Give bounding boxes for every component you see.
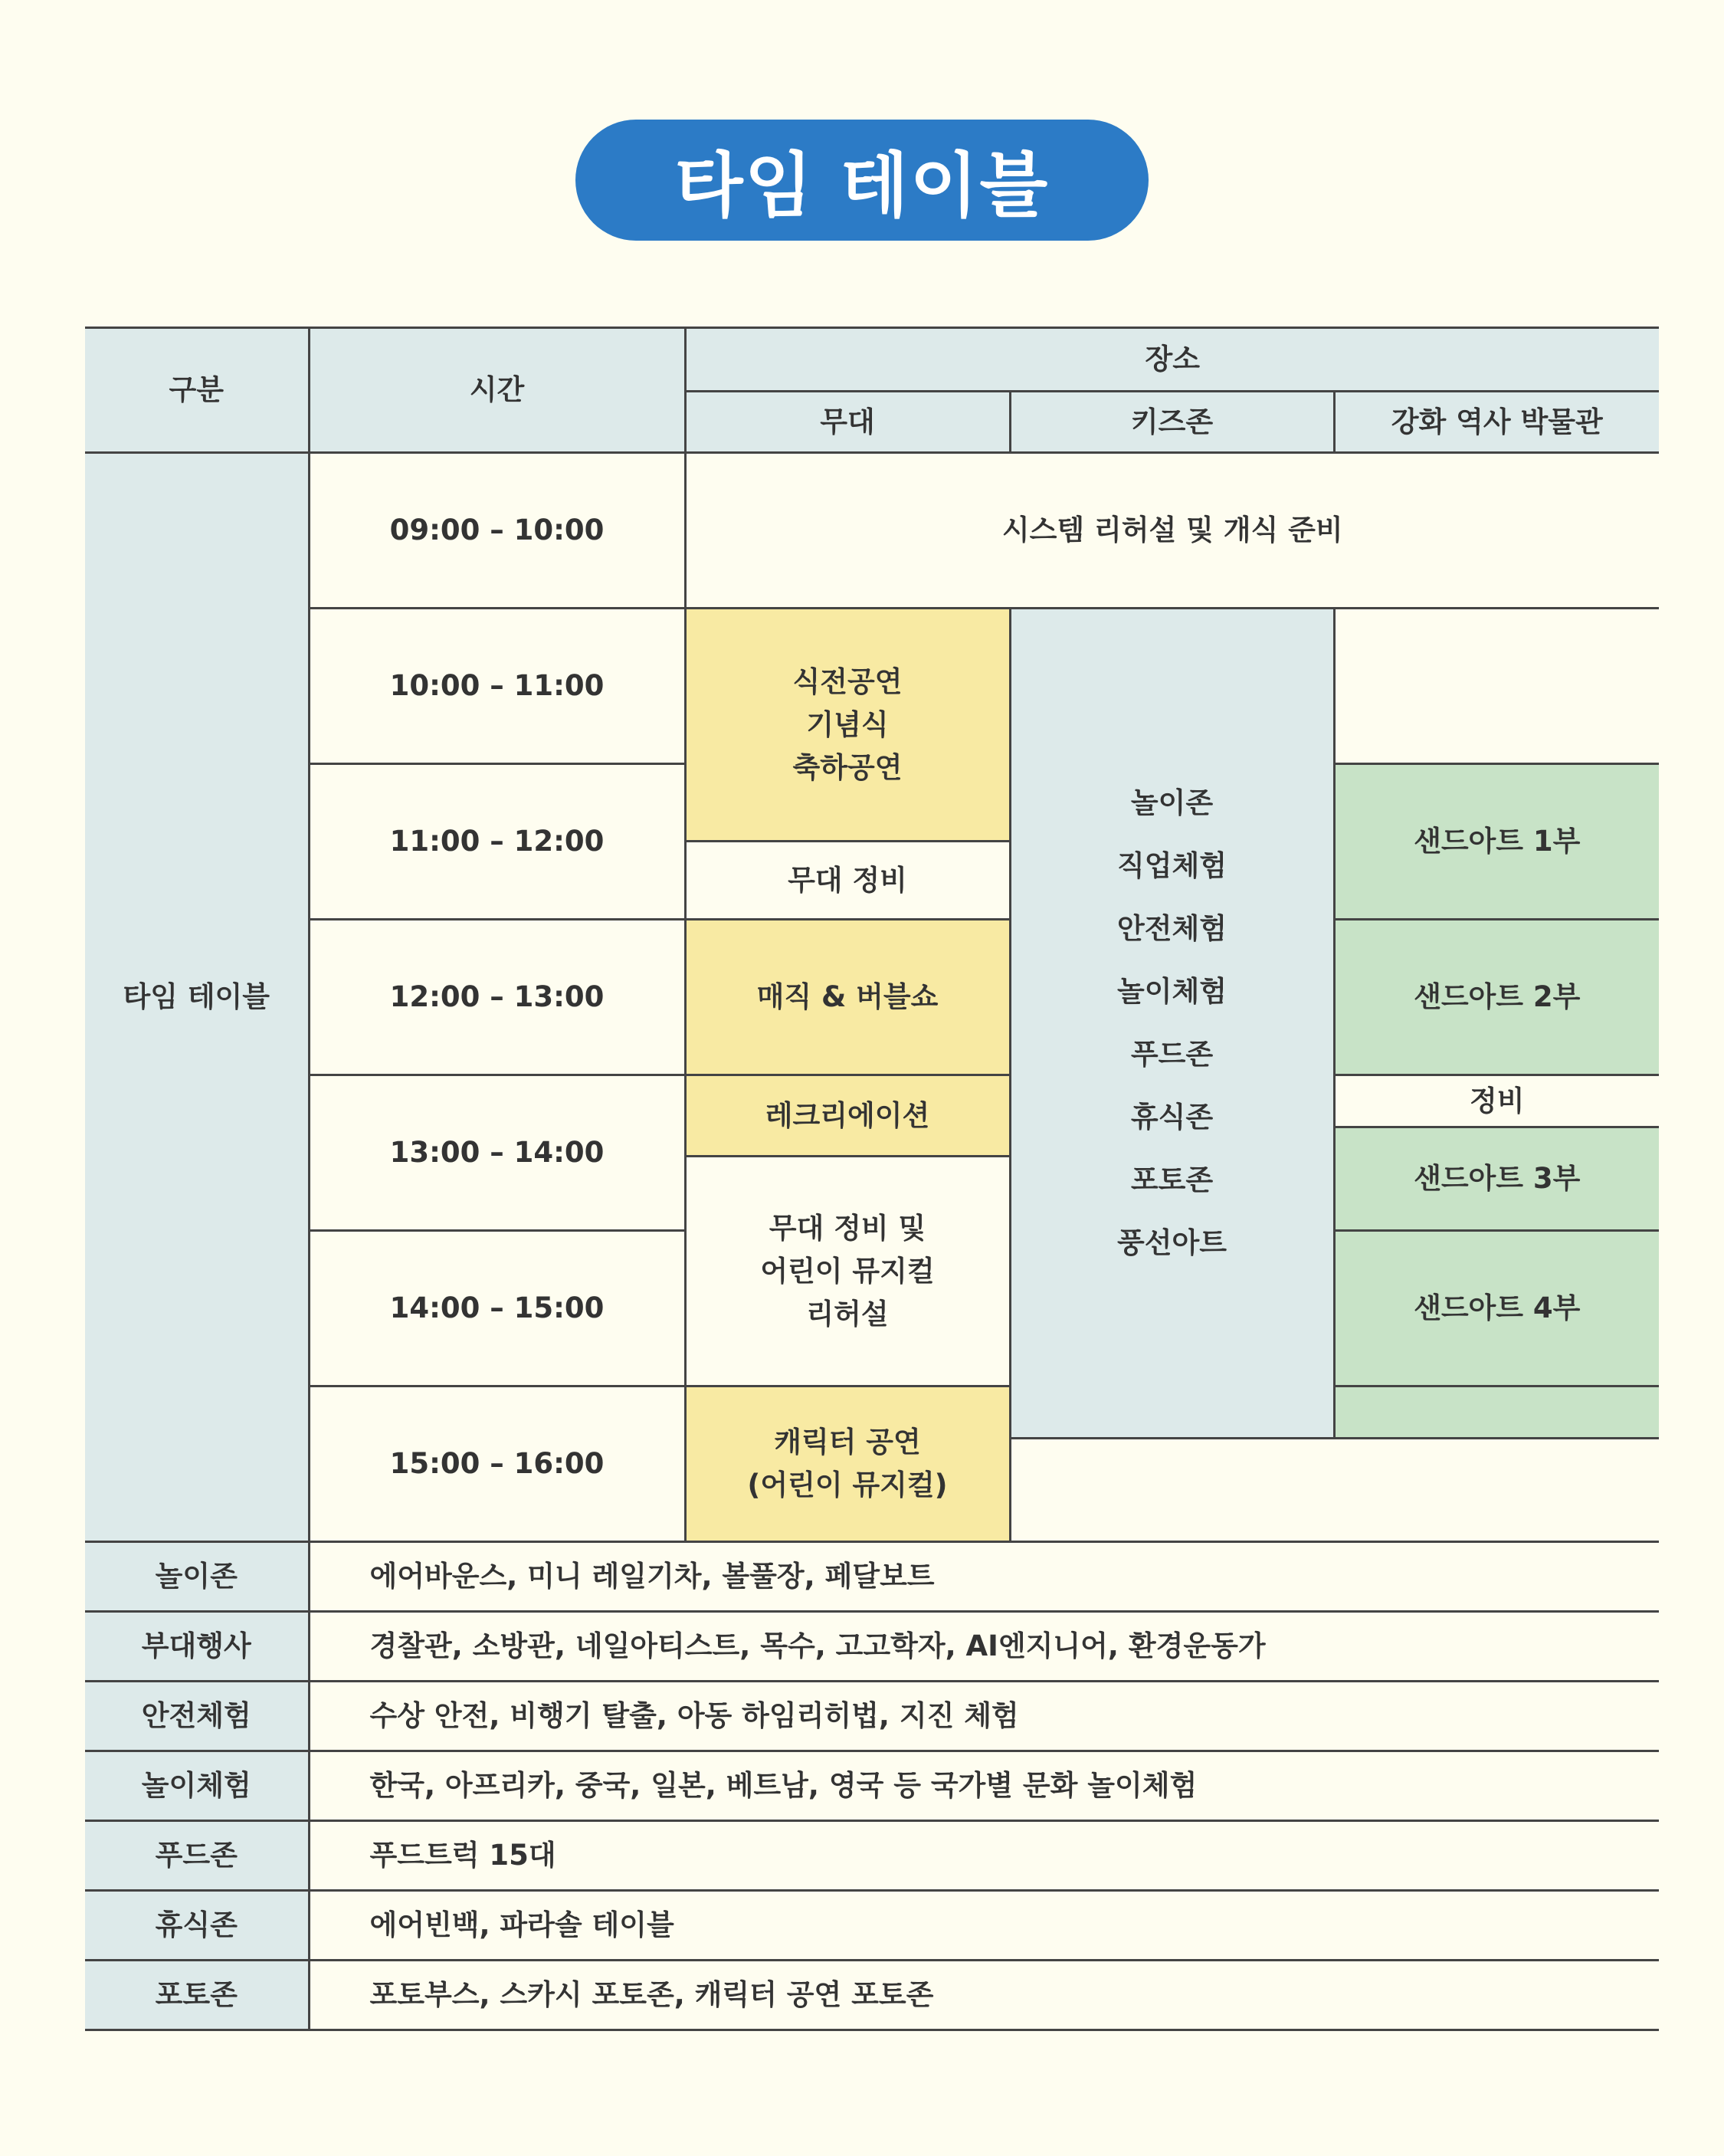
category-timetable: 타임 테이블	[85, 453, 309, 1542]
museum-sand-art-2: 샌드아트 2부	[1334, 920, 1659, 1075]
stage-opening-cell	[685, 609, 1010, 842]
stage-character-cell	[685, 1386, 1010, 1542]
kids-zone-item: 푸드존	[1130, 1038, 1214, 1071]
rehearsal-cell: 시스템 리허설 및 개식 준비	[685, 453, 1659, 609]
stage-opening-line: 기념식	[806, 707, 889, 741]
detail-text: 푸드트럭 15대	[309, 1821, 1659, 1891]
stage-recreation-cell: 레크리에이션	[685, 1075, 1010, 1157]
stage-opening-line: 식전공연	[792, 665, 903, 698]
time-slot: 11:00 – 12:00	[309, 764, 685, 920]
detail-text: 한국, 아프리카, 중국, 일본, 베트남, 영국 등 국가별 문화 놀이체험	[309, 1751, 1659, 1821]
kids-zone-item: 풍선아트	[1117, 1226, 1227, 1259]
detail-text: 에어바운스, 미니 레일기차, 볼풀장, 페달보트	[309, 1542, 1659, 1612]
header-stage: 무대	[685, 392, 1010, 453]
stage-character-line: (어린이 뮤지컬)	[747, 1469, 948, 1501]
header-place: 장소	[685, 328, 1659, 392]
kids-zone-item: 휴식존	[1130, 1101, 1214, 1134]
time-slot: 15:00 – 16:00	[309, 1386, 685, 1542]
detail-label: 푸드존	[85, 1821, 309, 1891]
detail-text: 포토부스, 스카시 포토존, 캐릭터 공연 포토존	[309, 1961, 1659, 2030]
header-museum: 강화 역사 박물관	[1334, 392, 1659, 453]
detail-text: 에어빈백, 파라솔 테이블	[309, 1891, 1659, 1961]
stage-rehearsal-line: 무대 정비 및	[769, 1211, 926, 1245]
page-title: 타임 테이블	[575, 120, 1149, 241]
stage-opening-line: 축하공연	[792, 750, 903, 784]
museum-sand-art-4: 샌드아트 4부	[1334, 1231, 1659, 1386]
detail-label: 포토존	[85, 1961, 309, 2030]
stage-character-line: 캐릭터 공연	[774, 1426, 921, 1459]
stage-rehearsal-line: 리허설	[806, 1297, 889, 1331]
kids-zone-item: 포토존	[1130, 1163, 1214, 1196]
museum-maintenance-cell: 정비	[1334, 1075, 1659, 1127]
detail-label: 놀이존	[85, 1542, 309, 1612]
kids-zone-item: 놀이체험	[1117, 975, 1227, 1008]
time-slot: 12:00 – 13:00	[309, 920, 685, 1075]
header-kids-zone: 키즈존	[1010, 392, 1334, 453]
kids-zone-cell	[1010, 609, 1334, 1439]
header-time: 시간	[309, 328, 685, 453]
time-slot: 13:00 – 14:00	[309, 1075, 685, 1231]
stage-magic-cell: 매직 & 버블쇼	[685, 920, 1010, 1075]
museum-empty-cell	[1010, 1439, 1334, 1542]
detail-label: 안전체험	[85, 1682, 309, 1751]
kids-zone-item: 직업체험	[1117, 849, 1227, 882]
header-category: 구분	[85, 328, 309, 453]
detail-label: 놀이체험	[85, 1751, 309, 1821]
detail-label: 부대행사	[85, 1612, 309, 1682]
detail-text: 수상 안전, 비행기 탈출, 아동 하임리히법, 지진 체험	[309, 1682, 1659, 1751]
museum-empty-cell	[1334, 609, 1659, 764]
time-slot: 09:00 – 10:00	[309, 453, 685, 609]
kids-zone-item: 놀이존	[1130, 786, 1214, 819]
stage-maintenance-cell: 무대 정비	[685, 842, 1010, 920]
detail-label: 휴식존	[85, 1891, 309, 1961]
museum-sand-art-4-tail	[1334, 1386, 1659, 1439]
time-slot: 14:00 – 15:00	[309, 1231, 685, 1386]
museum-sand-art-1: 샌드아트 1부	[1334, 764, 1659, 920]
detail-text: 경찰관, 소방관, 네일아티스트, 목수, 고고학자, AI엔지니어, 환경운동가	[309, 1612, 1659, 1682]
time-slot: 10:00 – 11:00	[309, 609, 685, 764]
stage-rehearsal-cell	[685, 1157, 1010, 1386]
kids-zone-item: 안전체험	[1117, 912, 1227, 945]
museum-sand-art-3: 샌드아트 3부	[1334, 1127, 1659, 1231]
stage-rehearsal-line: 어린이 뮤지컬	[760, 1254, 935, 1288]
schedule-table	[85, 327, 1659, 2031]
